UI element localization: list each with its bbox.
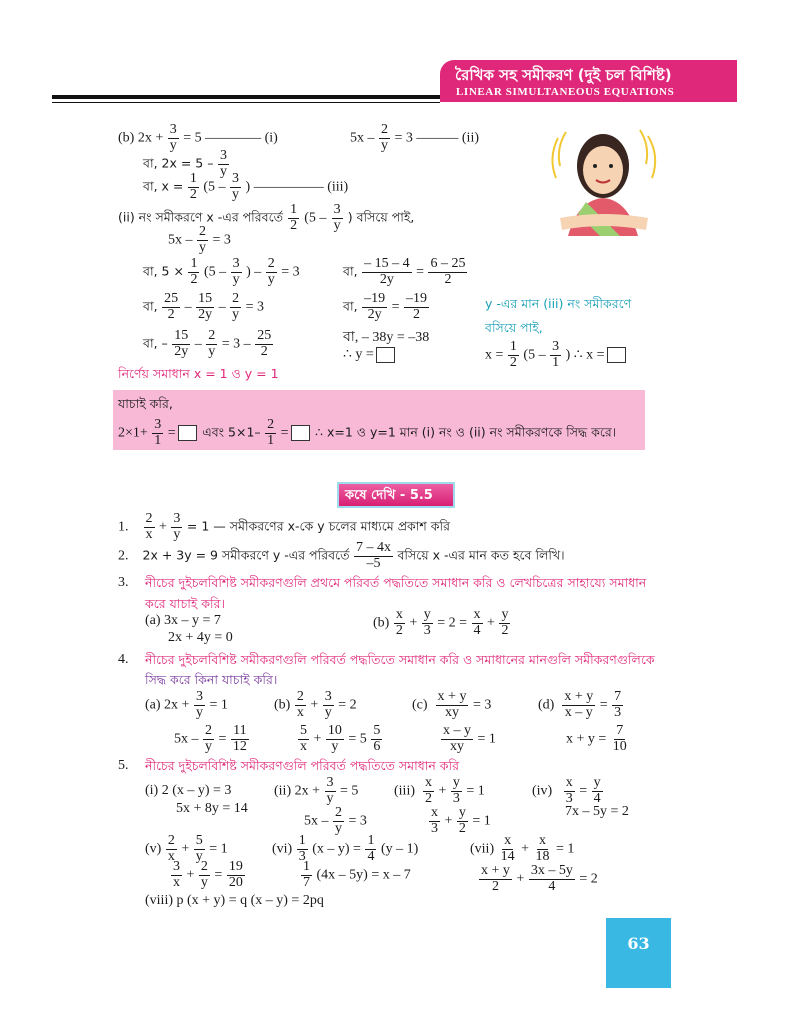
verify-line: 2×1+ $\frac{3}{1}$ = এবং 5×1– $\frac{2}{1}$ = ∴ x=1 ও y=1 মান (i) নং ও (ii) নং সমীকরণকে সিদ্ধ করে। xyxy=(118,417,617,448)
step-2x: বা, 2x = 5 – $\frac{3}{y}$ xyxy=(143,148,227,179)
verify-title: যাচাই করি, xyxy=(118,396,173,411)
question-4-line-1: নীচের দুইচলবিশিষ্ট সমীকরণগুলি পরিবর্ত পদ্ধতিতে সমাধান করি ও সমাধানের মানগুলি সমীকরণগুলিকে xyxy=(145,652,655,667)
q4-a-2: 5x – $\frac{2}{y}$ = $\frac{11}{12}$ xyxy=(174,723,247,754)
q4-d-2: x + y = $\frac{7}{10}$ xyxy=(566,723,627,754)
q5-ii-2: 5x – $\frac{2}{y}$ = 3 xyxy=(304,805,367,836)
q5-iii-2: $\frac{x}{3}$ + $\frac{y}{2}$ = 1 xyxy=(431,805,491,836)
q3-b: (b) $\frac{x}{2}$ + $\frac{y}{3}$ = 2 = $\frac{x}{4}$ + $\frac{y}{2}$ xyxy=(373,607,509,638)
substitution-line: (ii) নং সমীকরণে x -এর পরিবর্তে $\frac{1}{2}$ (5 – $\frac{3}{y}$ ) বসিয়ে পাই, xyxy=(118,202,415,233)
page-number: 63 xyxy=(627,934,650,953)
question-3-line-1: নীচের দুইচলবিশিষ্ট সমীকরণগুলি প্রথমে পরিবর্ত পদ্ধতিতে সমাধান করি ও লেখচিত্রের সাহায্যে সমাধান xyxy=(145,575,647,590)
eq-ii-line: 5x – $\frac{2}{y}$ = 3 ——— (ii) xyxy=(350,122,479,153)
teal-note-2: বসিয়ে পাই, xyxy=(485,320,543,335)
step-simplified: বা, – $\frac{15}{2y}$ – $\frac{2}{y}$ = 3 – $\frac{25}{2}$ xyxy=(143,328,272,359)
question-4-number: 4. xyxy=(118,652,129,667)
eq-iii-line: বা, x = $\frac{1}{2}$ (5 – $\frac{3}{y}$ ) ————— (iii) xyxy=(143,171,349,202)
teal-note-1: y -এর মান (iii) নং সমীকরণে xyxy=(485,296,632,311)
q4-b-2: $\frac{5}{x}$ + $\frac{10}{y}$ = 5 $\frac{5}{6}$ xyxy=(300,723,381,754)
q5-vii-1: (vii) $\frac{x}{14}$ + $\frac{x}{18}$ = 1 xyxy=(470,833,575,864)
question-3-number: 3. xyxy=(118,575,129,590)
verify-box-2 xyxy=(291,425,310,441)
header-rule-thick xyxy=(52,95,440,99)
question-4-line-2: সিদ্ধ করে কিনা যাচাই করি। xyxy=(145,672,278,687)
right-step-2: বা, $\frac{-19}{2y}$ = $\frac{-19}{2}$ xyxy=(343,291,427,322)
q5-iii-1: (iii) $\frac{x}{2}$ + $\frac{y}{3}$ = 1 xyxy=(394,775,485,806)
header-title-english: LINEAR SIMULTANEOUS EQUATIONS xyxy=(456,86,675,98)
step-5x-expanded: বা, 5 × $\frac{1}{2}$ (5 – $\frac{3}{y}$ ) – $\frac{2}{y}$ = 3 xyxy=(143,256,300,287)
exercise-label: কষে দেখি - 5.5 xyxy=(345,488,433,503)
step-5x: 5x – $\frac{2}{y}$ = 3 xyxy=(168,224,231,255)
header-rule-thin xyxy=(52,102,440,103)
q4-c-2: $\frac{x - y}{xy}$ = 1 xyxy=(443,723,496,754)
q5-vii-2: $\frac{x + y}{2}$ + $\frac{3x - 5y}{4}$ = 2 xyxy=(481,863,598,894)
q5-vi-1: (vi) $\frac{1}{3}$ (x – y) = $\frac{1}{4}$ (y – 1) xyxy=(272,833,419,864)
step-fractions: বা, $\frac{25}{2}$ – $\frac{15}{2y}$ – $\frac{2}{y}$ = 3 xyxy=(143,291,264,322)
verify-box-1 xyxy=(178,425,197,441)
final-solution: নির্ণেয় সমাধান x = 1 ও y = 1 xyxy=(118,366,279,381)
right-step-4: ∴ y = xyxy=(343,346,397,363)
answer-box-y xyxy=(376,347,395,363)
right-step-3: বা, – 38y = –38 xyxy=(343,330,430,345)
q5-i-1: (i) 2 (x – y) = 3 xyxy=(145,783,232,798)
page-number-box xyxy=(606,918,671,988)
header-title-bengali: রৈখিক সহ সমীকরণ (দুই চল বিশিষ্ট) xyxy=(455,66,672,84)
answer-box-x xyxy=(607,347,626,363)
q5-iv-1: (iv) $\frac{x}{3}$ = $\frac{y}{4}$ xyxy=(532,775,601,806)
q5-viii: (viii) p (x + y) = q (x – y) = 2pq xyxy=(145,893,324,908)
q4-b-1: (b) $\frac{2}{x}$ + $\frac{3}{y}$ = 2 xyxy=(274,689,357,720)
question-5-number: 5. xyxy=(118,758,129,773)
girl-illustration xyxy=(538,118,668,238)
q5-v-2: $\frac{3}{x}$ + $\frac{2}{y}$ = $\frac{19}{20}$ xyxy=(173,859,243,890)
q5-vi-2: $\frac{1}{7}$ (4x – 5y) = x – 7 xyxy=(303,859,411,890)
question-1: 1. $\frac{2}{x}$ + $\frac{3}{y}$ = 1 — সমীকরণের x-কে y চলের মাধ্যমে প্রকাশ করি xyxy=(118,511,450,542)
q5-iv-2: 7x – 5y = 2 xyxy=(565,804,629,819)
q3-a-2: 2x + 4y = 0 xyxy=(168,630,233,645)
question-5-line-1: নীচের দুইচলবিশিষ্ট সমীকরণগুলি পরিবর্ত পদ্ধতিতে সমাধান করি xyxy=(145,758,459,773)
eq-i-line: (b) 2x + $\frac{3}{y}$ = 5 ———— (i) xyxy=(118,122,278,153)
right-step-1: বা, $\frac{- 15 - 4}{2y}$ = $\frac{6 - 25}{2}$ xyxy=(343,256,466,287)
q5-ii-1: (ii) 2x + $\frac{3}{y}$ = 5 xyxy=(274,775,359,806)
q5-v-1: (v) $\frac{2}{x}$ + $\frac{5}{y}$ = 1 xyxy=(145,833,228,864)
q4-d-1: (d) $\frac{x + y}{x - y}$ = $\frac{7}{3}$ xyxy=(538,689,622,720)
q4-c-1: (c) $\frac{x + y}{xy}$ = 3 xyxy=(412,689,492,720)
question-3-line-2: করে যাচাই করি। xyxy=(145,596,225,611)
q5-i-2: 5x + 8y = 14 xyxy=(176,801,248,816)
q3-a-1: (a) 3x – y = 7 xyxy=(145,613,221,628)
q4-a-1: (a) 2x + $\frac{3}{y}$ = 1 xyxy=(145,689,228,720)
x-value-line: x = $\frac{1}{2}$ (5 – $\frac{3}{1}$ ) ∴ x = xyxy=(485,340,628,370)
question-2: 2. 2x + 3y = 9 সমীকরণে y -এর পরিবর্তে $\frac{7 - 4x}{-5}$ বসিয়ে x -এর মান কত হবে লিখি। xyxy=(118,540,565,571)
